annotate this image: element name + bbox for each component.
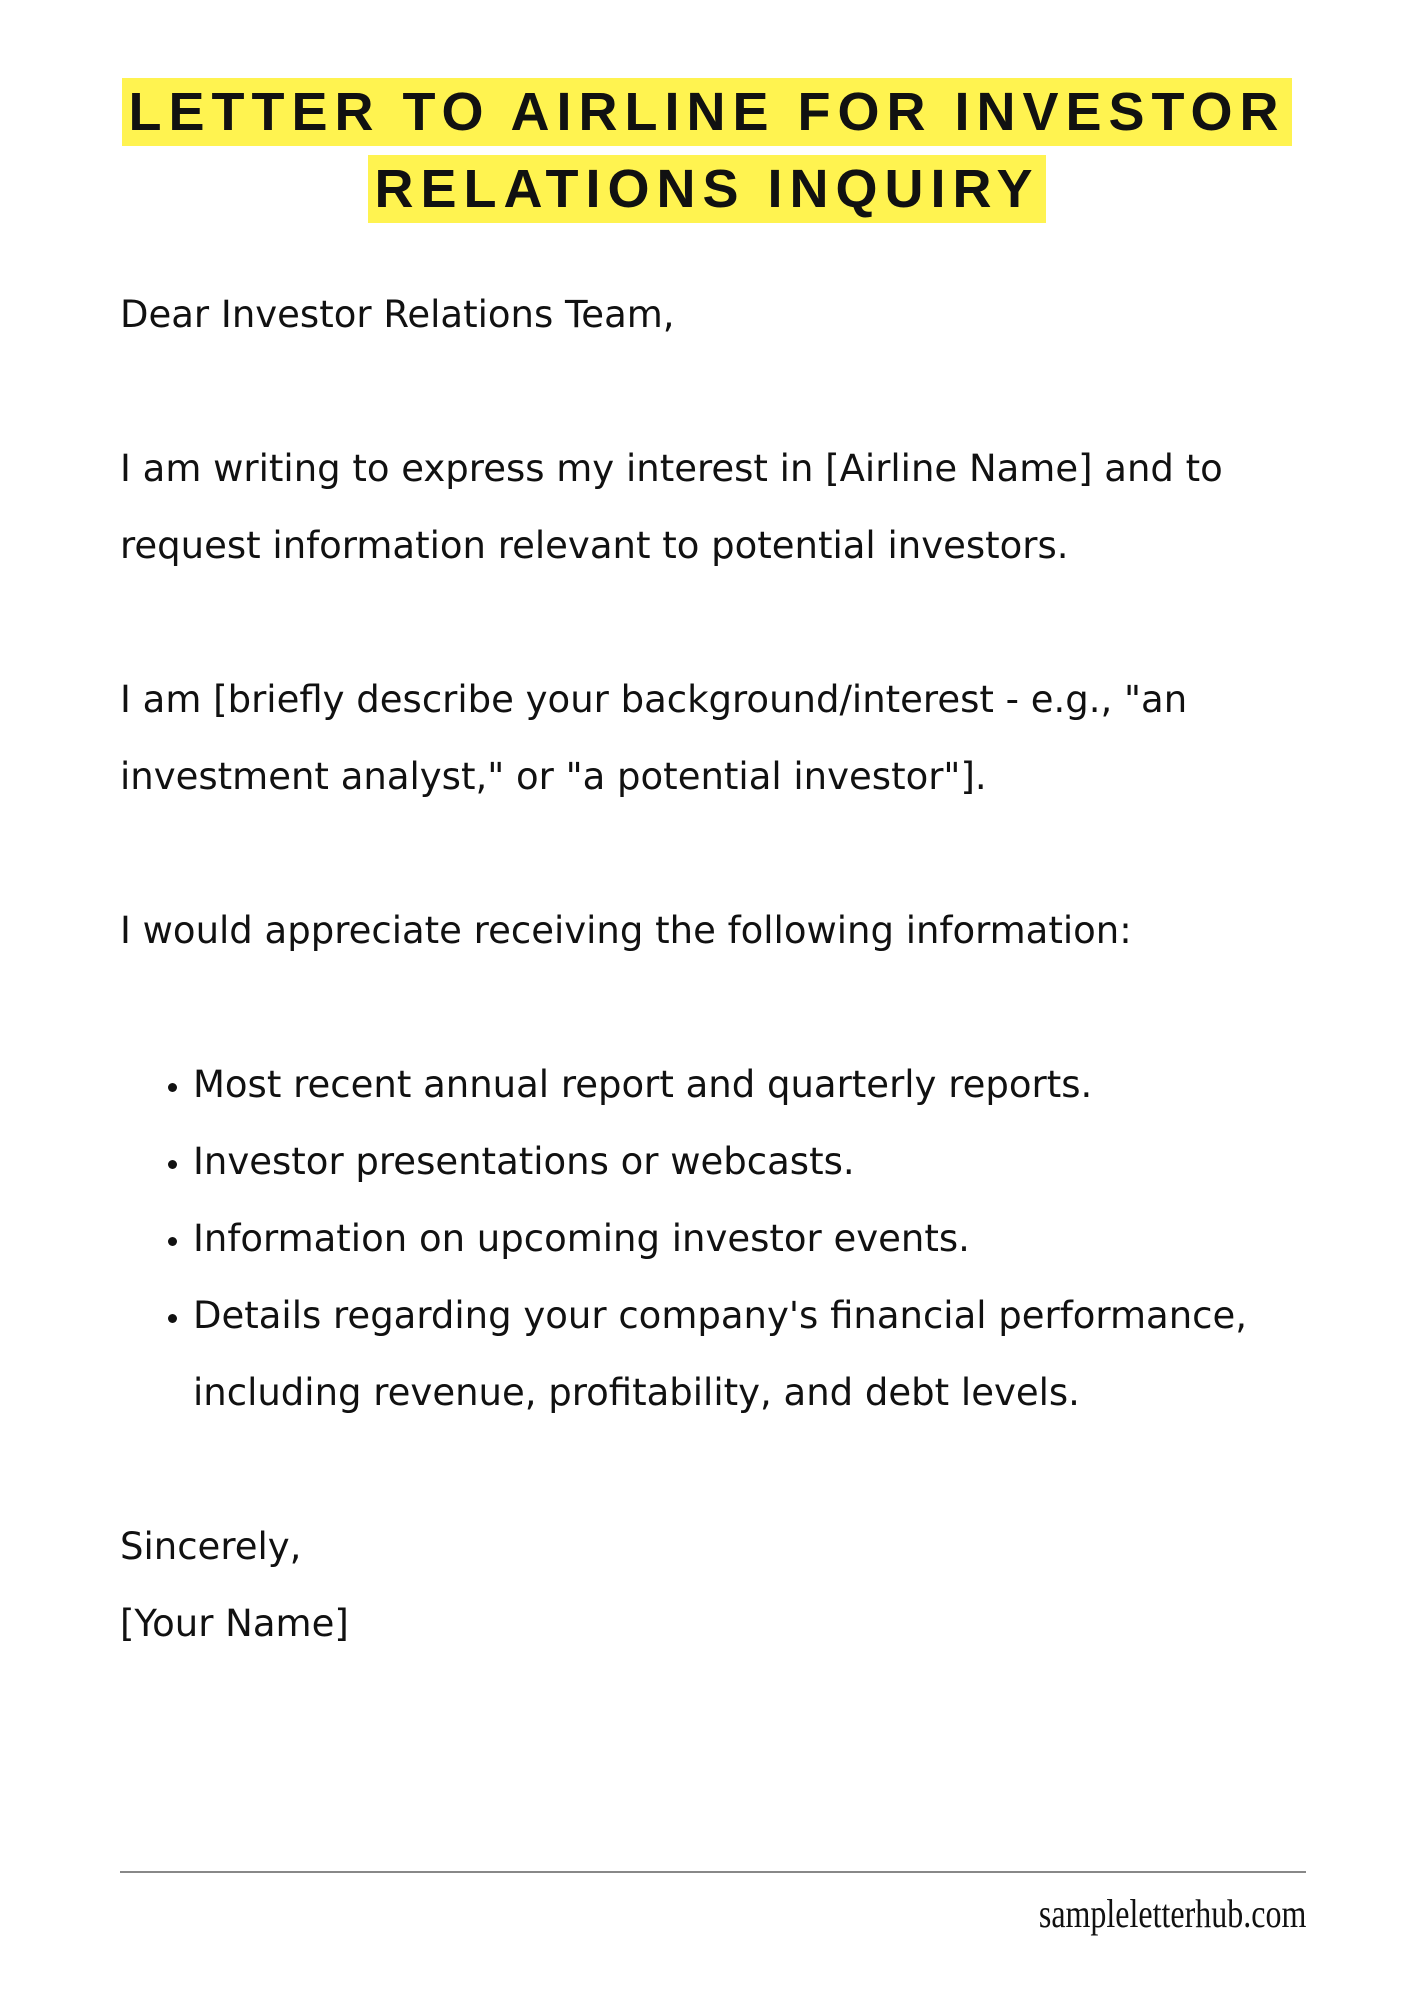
requested-info-list	[120, 1046, 1360, 1431]
list-item: • Investor presentations or webcasts.	[193, 1123, 1360, 1200]
salutation: Dear Investor Relations Team,	[120, 293, 675, 336]
letter-title	[0, 74, 1414, 228]
list-item: • Most recent annual report and quarterly reports.	[193, 1046, 1360, 1123]
paragraph-background: I am [briefly describe your background/interest - e.g., "an investment analyst," or "a potential investor"].	[120, 678, 1188, 798]
title-highlight: LETTER TO AIRLINE FOR INVESTOR RELATIONS INQUIRY	[122, 78, 1291, 223]
paragraph-intro: I am writing to express my interest in [Airline Name] and to request information relevant to potential investors.	[120, 447, 1223, 567]
signature: [Your Name]	[120, 1602, 349, 1645]
footer-divider	[120, 1871, 1306, 1873]
list-item: • Information on upcoming investor events.	[193, 1200, 1360, 1277]
footer-site: sampleletterhub.com	[1038, 1891, 1306, 1936]
list-item: • Details regarding your company's financial performance, including revenue, profitability, and debt levels.	[193, 1277, 1360, 1431]
closing: Sincerely,	[120, 1525, 302, 1568]
paragraph-request: I would appreciate receiving the following information:	[120, 909, 1132, 952]
letter-body	[120, 276, 1360, 1662]
